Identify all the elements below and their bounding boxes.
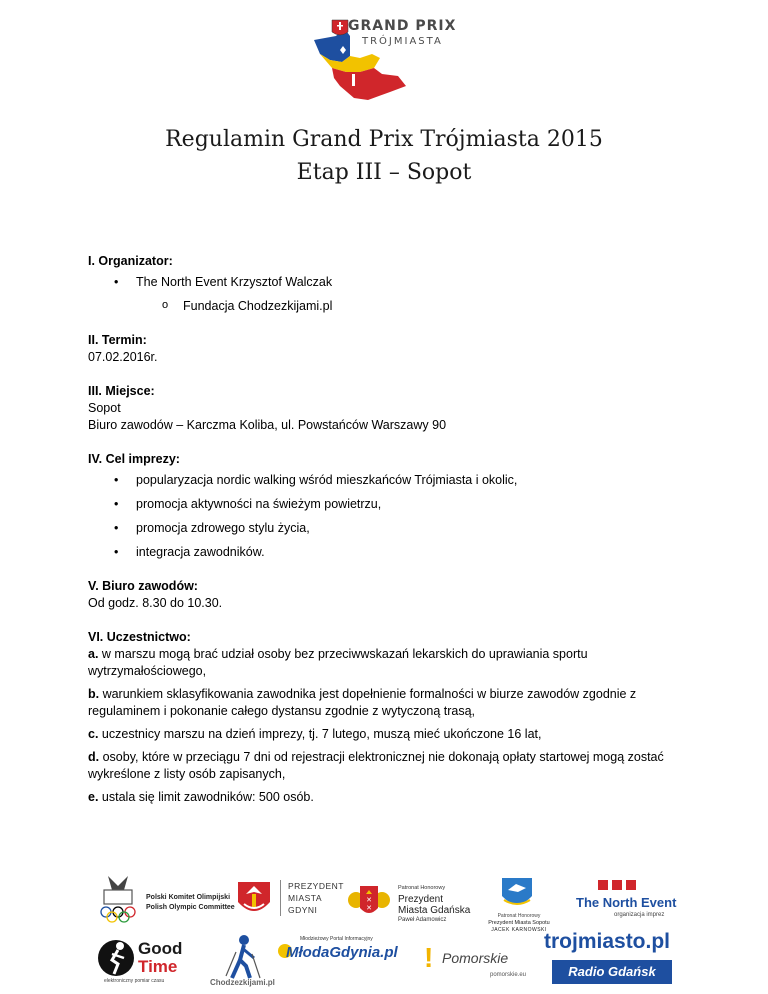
divider (280, 880, 281, 916)
radio-gdansk-badge: Radio Gdańsk (552, 960, 672, 984)
section-heading: V. Biuro zawodów: (88, 579, 198, 593)
mloda-gdynia-name: MłodaGdynia.pl (286, 944, 398, 961)
good-time-line2: Time (138, 957, 178, 976)
sopot-crest-icon (500, 876, 534, 912)
item-text: osoby, które w przeciągu 7 dni od rejestracji elektronicznej nie dokonają opłaty startowej mogą zostać wykreślone z listy osób zapisanych, (88, 750, 664, 781)
list-item: • promocja zdrowego stylu życia, (88, 520, 688, 537)
section-heading: III. Miejsce: (88, 384, 155, 398)
section-organizer (88, 253, 688, 315)
list-item (88, 686, 688, 720)
section-office (88, 578, 688, 612)
logo-subtitle: TRÓJMIASTA (362, 36, 443, 47)
gdansk-line1: Prezydent (398, 894, 444, 905)
place-office: Biuro zawodów – Karczma Koliba, ul. Powstańców Warszawy 90 (88, 418, 447, 432)
item-letter: e. (88, 790, 99, 804)
office-hours: Od godz. 8.30 do 10.30. (88, 596, 223, 610)
list-item: • promocja aktywności na świeżym powietrzu, (88, 496, 688, 513)
document-title: Regulamin Grand Prix Trójmiasta 2015 (165, 127, 603, 152)
sub-list-item: o Fundacja Chodzezkijami.pl (88, 298, 688, 315)
pkol-name-en: Polish Olympic Committee (146, 904, 235, 911)
sopot-line3: JACEK KARNOWSKI (491, 927, 547, 933)
runner-icon (96, 936, 138, 980)
section-heading: IV. Cel imprezy: (88, 452, 180, 466)
item-text: ustala się limit zawodników: 500 osób. (98, 790, 314, 804)
svg-text:✕: ✕ (366, 896, 372, 904)
gdansk-coat-of-arms-icon (346, 880, 392, 922)
north-event-name: The North Event (576, 895, 677, 910)
section-place (88, 383, 688, 434)
list-item (88, 726, 688, 743)
good-time-line1: Good (138, 939, 183, 958)
chodzezkijami-name: Chodzezkijami.pl (210, 978, 275, 987)
item-text: w marszu mogą brać udział osoby bez przeciwwskazań lekarskich do uprawiania sportu wytrzymałościowego, (88, 647, 588, 678)
list-item (88, 749, 688, 783)
document-subtitle: Etap III – Sopot (296, 160, 472, 185)
section-heading: II. Termin: (88, 333, 147, 347)
place-city: Sopot (88, 401, 121, 415)
gdansk-line2: Miasta Gdańska (398, 905, 471, 916)
regulations-body (88, 253, 688, 823)
list-item (88, 789, 688, 806)
nordic-walker-icon (222, 934, 262, 980)
section-heading: VI. Uczestnictwo: (88, 630, 191, 644)
sopot-patronage: Patronat Honorowy (497, 913, 541, 919)
item-letter: c. (88, 727, 99, 741)
list-item: • integracja zawodników. (88, 544, 688, 561)
item-text: warunkiem sklasyfikowania zawodnika jest dopełnienie formalności w biurze zawodów zgodnie z regulaminem i pokonanie całego dystansu zgodnie z wytyczoną trasą, (88, 687, 637, 718)
item-letter: d. (88, 750, 100, 764)
north-event-sub: organizacja imprez (614, 912, 665, 918)
list-item: • popularyzacja nordic walking wśród mieszkańców Trójmiasta i okolic, (88, 472, 688, 489)
trojmiasto-name: trojmiasto.pl (544, 930, 671, 953)
section-goal (88, 451, 688, 561)
pomorskie-url: pomorskie.eu (490, 972, 527, 978)
item-letter: a. (88, 647, 99, 661)
section-participation (88, 629, 688, 806)
section-term (88, 332, 688, 366)
gdansk-patronage: Patronat Honorowy (398, 885, 446, 891)
item-text: uczestnicy marszu na dzień imprezy, tj. 7 lutego, muszą mieć ukończone 16 lat, (98, 727, 542, 741)
gdansk-mayor: Paweł Adamowicz (398, 917, 447, 923)
good-time-sub: elektroniczny pomiar czasu (104, 978, 165, 984)
exclamation-icon: ! (424, 942, 434, 973)
gdynia-crest-icon (236, 880, 272, 920)
term-date: 07.02.2016r. (88, 350, 158, 364)
section-heading: I. Organizator: (88, 254, 173, 268)
gdynia-line1: PREZYDENT (288, 881, 344, 891)
list-item: • The North Event Krzysztof Walczak (88, 274, 688, 291)
mloda-gdynia-tagline: Młodzieżowy Portal Informacyjny (300, 936, 373, 942)
logo-title: GRAND PRIX (348, 18, 457, 34)
item-letter: b. (88, 687, 100, 701)
gdynia-line3: GDYNI (288, 905, 318, 915)
pkol-name-pl: Polski Komitet Olimpijski (146, 894, 231, 901)
svg-text:✕: ✕ (366, 904, 372, 912)
pomorskie-name: Pomorskie (442, 950, 509, 966)
sopot-line2: Prezydent Miasta Sopotu (488, 920, 550, 926)
north-event-flags-icon (598, 880, 636, 892)
gdynia-line2: MIASTA (288, 893, 323, 903)
list-item (88, 646, 688, 680)
olympic-committee-icon (94, 874, 142, 924)
